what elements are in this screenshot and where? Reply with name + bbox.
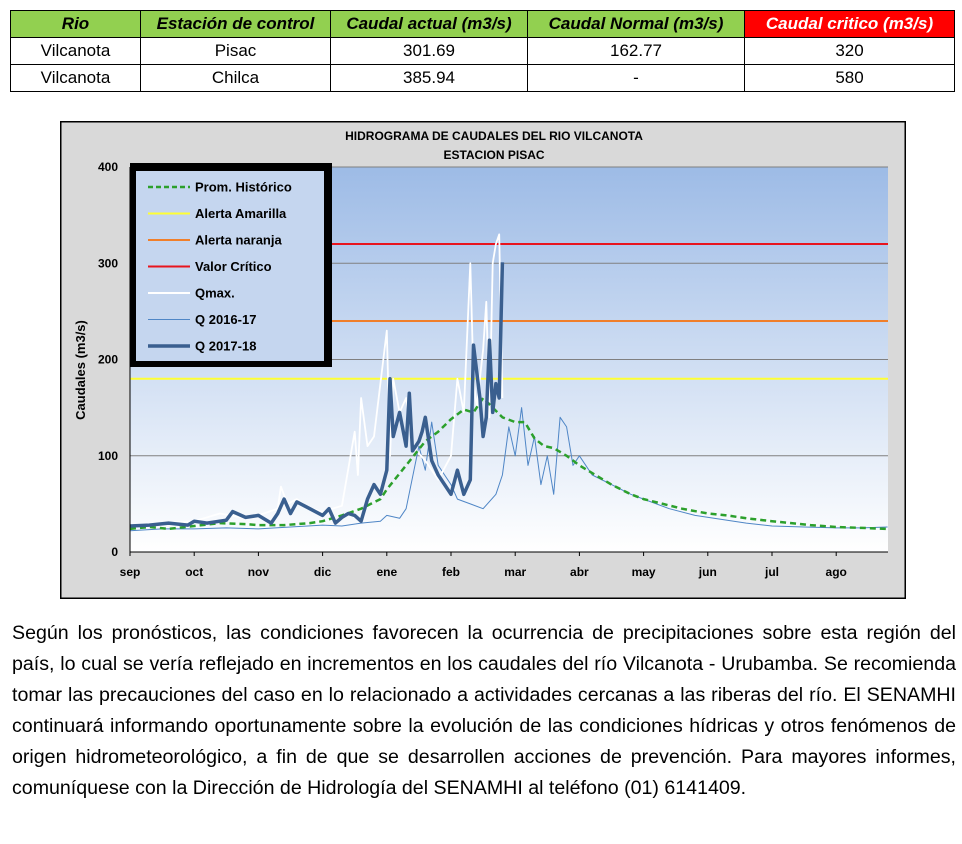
x-tick-label: feb <box>442 565 460 579</box>
x-tick-label: dic <box>313 565 332 579</box>
forecast-paragraph: Según los pronósticos, las condiciones favorecen la ocurrencia de precipitaciones sobre esta región del país, lo cual se vería reflejado en incrementos en los caudales del río Vilcanota - Urubamba. Se recomienda tomar las precauciones del caso en lo relacionado a actividades cercanas a las riberas del río. El SENAMHI continuará informando oportunamente sobre la evolución de las condiciones hídricas y otros fenómenos de origen hidrometeorológico, a fin de que se desarrollen acciones de prevención. Para mayores informes, comuníquese con la Dirección de Hidrología del SENAMHI al teléfono (01) 6141409. <box>12 622 956 799</box>
cell-caudal-normal: 162.77 <box>528 38 745 65</box>
legend-label: Prom. Histórico <box>195 179 292 195</box>
x-tick-label: mar <box>504 565 527 579</box>
cell-rio: Vilcanota <box>11 38 141 65</box>
header-caudal-normal: Caudal Normal (m3/s) <box>528 11 745 38</box>
x-tick-label: abr <box>570 565 589 579</box>
header-caudal-critico: Caudal critico (m3/s) <box>745 11 955 38</box>
cell-caudal-critico: 320 <box>745 38 955 65</box>
y-tick-label: 400 <box>97 160 118 174</box>
x-tick-label: ago <box>825 565 847 579</box>
flow-table <box>10 10 955 92</box>
table-header-row <box>11 11 955 38</box>
y-axis-label: Caudales (m3/s) <box>73 320 88 420</box>
header-estacion: Estación de control <box>141 11 331 38</box>
x-tick-label: nov <box>247 565 270 579</box>
chart-subtitle: ESTACION PISAC <box>443 148 545 162</box>
y-tick-label: 200 <box>97 352 118 367</box>
cell-caudal-actual: 301.69 <box>331 38 528 65</box>
chart-title: HIDROGRAMA DE CAUDALES DEL RIO VILCANOTA <box>345 129 643 143</box>
cell-estacion: Pisac <box>141 38 331 65</box>
cell-caudal-critico: 580 <box>745 65 955 92</box>
table-row <box>11 38 955 65</box>
y-tick-label: 100 <box>97 448 118 463</box>
legend-label: Valor Crítico <box>195 259 272 274</box>
x-tick-label: may <box>631 565 656 579</box>
legend-label: Q 2016-17 <box>195 312 257 327</box>
cell-caudal-normal: - <box>528 65 745 92</box>
cell-rio: Vilcanota <box>11 65 141 92</box>
x-tick-label: jun <box>698 565 717 579</box>
x-tick-label: oct <box>185 565 204 579</box>
cell-caudal-actual: 385.94 <box>331 65 528 92</box>
y-tick-label: 0 <box>111 545 118 559</box>
header-caudal-actual: Caudal actual (m3/s) <box>331 11 528 38</box>
x-tick-label: ene <box>376 565 398 579</box>
x-tick-label: sep <box>119 565 141 579</box>
y-tick-label: 300 <box>97 256 118 271</box>
cell-estacion: Chilca <box>141 65 331 92</box>
legend-label: Qmax. <box>195 285 235 301</box>
hydrograph-chart <box>60 121 906 599</box>
legend-label: Alerta naranja <box>195 232 282 248</box>
table-row <box>11 65 955 92</box>
header-rio: Rio <box>11 11 141 38</box>
legend <box>130 163 332 367</box>
x-tick-label: jul <box>765 565 779 579</box>
legend-label: Q 2017-18 <box>195 338 257 354</box>
legend-label: Alerta Amarilla <box>195 206 287 221</box>
